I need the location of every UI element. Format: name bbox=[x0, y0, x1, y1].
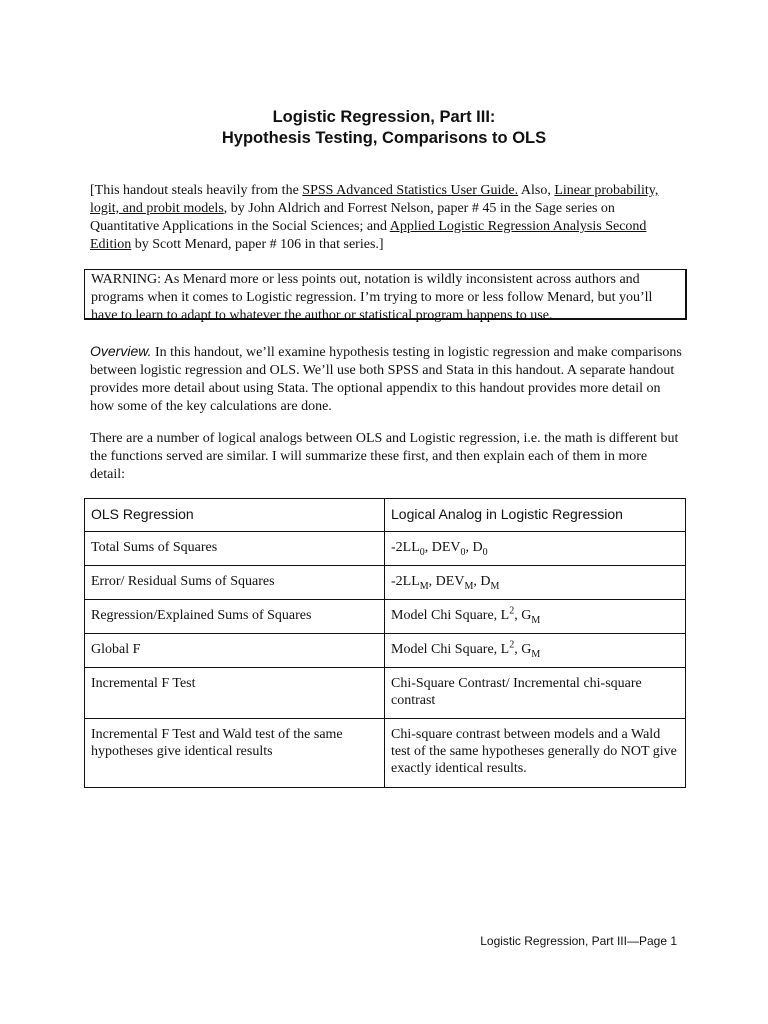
cell-text: -2LL bbox=[391, 574, 420, 589]
cell-ols: Incremental F Test bbox=[85, 668, 385, 719]
link-applied-logistic[interactable]: Applied Logistic Regression Analysis Second Edition bbox=[90, 219, 647, 252]
subscript: M bbox=[419, 580, 429, 592]
cell-logit: Chi-Square Contrast/ Incremental chi-square contrast bbox=[385, 668, 686, 719]
page-footer: Logistic Regression, Part III—Page 1 bbox=[480, 934, 677, 948]
cell-text: , G bbox=[514, 642, 532, 657]
cell-ols: Regression/Explained Sums of Squares bbox=[85, 600, 385, 634]
cell-logit: Chi-square contrast between models and a Wald test of the same hypotheses generally do NOT give exactly identical results. bbox=[385, 719, 686, 788]
analogs-paragraph: There are a number of logical analogs between OLS and Logistic regression, i.e. the math is different but the functions served are similar. I will summarize these first, and then explain each of them in more detail: bbox=[90, 431, 679, 482]
subscript: 0 bbox=[419, 546, 425, 558]
header-ols: OLS Regression bbox=[85, 499, 385, 532]
document-title-line-2: Hypothesis Testing, Comparisons to OLS bbox=[221, 129, 547, 147]
subscript: 0 bbox=[460, 546, 466, 558]
header-logit: Logical Analog in Logistic Regression bbox=[385, 499, 686, 532]
cell-text: -2LL bbox=[391, 540, 420, 555]
subscript: 0 bbox=[482, 546, 488, 558]
link-linear-probability[interactable]: Linear probability, logit, and probit models bbox=[90, 183, 659, 216]
cell-ols: Incremental F Test and Wald test of the same hypotheses give identical results bbox=[85, 719, 385, 788]
subscript: M bbox=[531, 648, 541, 660]
cell-logit bbox=[385, 532, 686, 566]
cell-text: , G bbox=[514, 608, 532, 623]
subscript: M bbox=[464, 580, 474, 592]
intro-text-3: , by John Aldrich and Forrest Nelson, paper # 45 in the Sage series on Quantitative Applications in the Social Sciences; and bbox=[90, 201, 615, 234]
table-row bbox=[85, 719, 686, 788]
intro-paragraph bbox=[90, 182, 684, 254]
table-row bbox=[85, 668, 686, 719]
intro-text-4: by Scott Menard, paper # 106 in that series.] bbox=[131, 237, 384, 252]
cell-text: Model Chi Square, L bbox=[391, 642, 510, 657]
link-spss-guide[interactable]: SPSS Advanced Statistics User Guide. bbox=[302, 183, 519, 198]
cell-logit bbox=[385, 566, 686, 600]
table-row bbox=[85, 566, 686, 600]
document-title-line-1: Logistic Regression, Part III: bbox=[272, 108, 496, 126]
overview-text: In this handout, we’ll examine hypothesis testing in logistic regression and make comparisons between logistic regression and OLS. We’ll use both SPSS and Stata in this handout. A separate handout provides more detail about using Stata. The optional appendix to this handout provides more detail on how some of the key calculations are done. bbox=[90, 345, 682, 414]
cell-ols: Error/ Residual Sums of Squares bbox=[85, 566, 385, 600]
overview-heading: Overview. bbox=[90, 343, 152, 359]
comparison-table bbox=[84, 498, 686, 788]
table-row bbox=[85, 600, 686, 634]
cell-text: , D bbox=[473, 574, 491, 589]
intro-text-2: Also, bbox=[518, 183, 555, 198]
superscript: 2 bbox=[509, 605, 515, 617]
subscript: M bbox=[531, 614, 541, 626]
subscript: M bbox=[490, 580, 500, 592]
overview-paragraph bbox=[90, 342, 684, 416]
cell-logit bbox=[385, 600, 686, 634]
cell-text: , D bbox=[465, 540, 483, 555]
cell-ols: Total Sums of Squares bbox=[85, 532, 385, 566]
cell-text: Model Chi Square, L bbox=[391, 608, 510, 623]
cell-text: , DEV bbox=[424, 540, 461, 555]
table-row bbox=[85, 532, 686, 566]
warning-box: WARNING: As Menard more or less points out, notation is wildly inconsistent across authors and programs when it comes to Logistic regression. I’m trying to more or less follow Menard, but you’ll have to learn to adapt to whatever the author or statistical program happens to use. bbox=[84, 269, 687, 320]
cell-ols: Global F bbox=[85, 634, 385, 668]
intro-text-1: [This handout steals heavily from the bbox=[90, 183, 303, 198]
superscript: 2 bbox=[509, 639, 515, 651]
table-row bbox=[85, 634, 686, 668]
cell-logit bbox=[385, 634, 686, 668]
table-header-row bbox=[85, 499, 686, 532]
cell-text: , DEV bbox=[428, 574, 465, 589]
